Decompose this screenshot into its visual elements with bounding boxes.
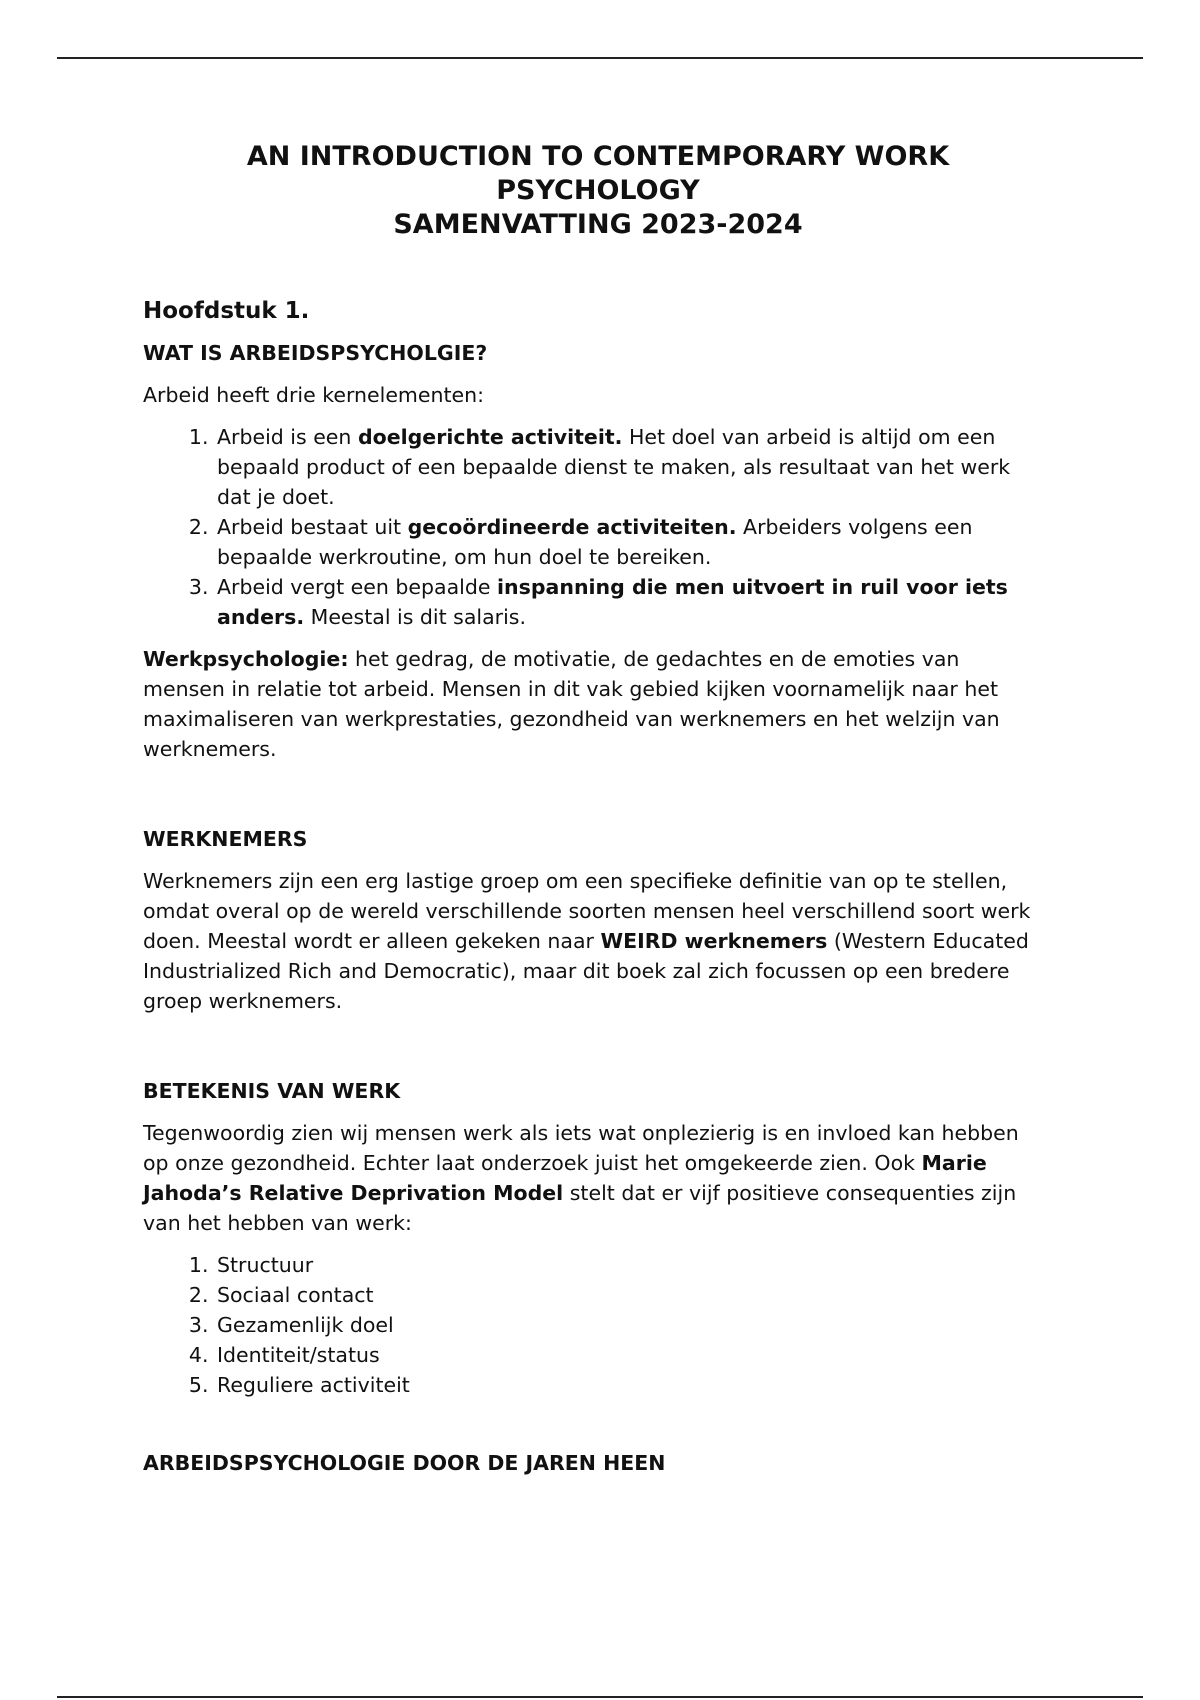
title-line-2: PSYCHOLOGY — [496, 175, 700, 206]
item-text: Arbeid bestaat uit — [217, 515, 408, 539]
definition-paragraph — [143, 644, 1043, 764]
header-rule — [57, 57, 1143, 59]
list-item: 1. Structuur — [215, 1250, 1043, 1280]
werknemers-paragraph — [143, 866, 1043, 1016]
item-bold: doelgerichte activiteit. — [357, 425, 623, 449]
list-item: 5. Reguliere activiteit — [215, 1370, 1043, 1400]
chapter-heading: Hoofdstuk 1. — [143, 298, 310, 324]
list-item: 3. Gezamenlijk doel — [215, 1310, 1043, 1340]
title-line-1: AN INTRODUCTION TO CONTEMPORARY WORK — [246, 141, 950, 172]
item-text: Arbeid vergt een bepaalde — [217, 575, 498, 599]
section-heading-werknemers: WERKNEMERS — [143, 827, 308, 851]
document-title — [143, 140, 1053, 242]
list-item — [215, 512, 1043, 572]
paragraph-text: stelt dat er vijf positieve consequenties zijn van het hebben van werk: — [143, 1181, 1017, 1235]
section-heading-betekenis: BETEKENIS VAN WERK — [143, 1079, 401, 1103]
betekenis-paragraph — [143, 1118, 1043, 1238]
item-text: Meestal is dit salaris. — [304, 605, 527, 629]
consequences-list — [143, 1250, 1043, 1400]
paragraph-text: Werknemers zijn een erg lastige groep om een specifieke definitie van op te stellen, omdat overal op de wereld verschillende soorten mensen heel verschillend soort werk doen. Meestal wordt er alleen gekeken naar — [143, 869, 1031, 953]
list-item — [215, 572, 1043, 632]
document-body — [143, 140, 1043, 1490]
item-text: Het doel van arbeid is altijd om een bepaald product of een bepaalde dienst te maken, als resultaat van het werk dat je doet. — [217, 425, 1011, 509]
core-elements-list — [143, 422, 1043, 632]
definition-term: Werkpsychologie: — [143, 647, 349, 671]
title-line-3: SAMENVATTING 2023-2024 — [393, 209, 803, 240]
item-text: Arbeid is een — [217, 425, 358, 449]
section-heading-arbeidspsychologie: WAT IS ARBEIDSPSYCHOLGIE? — [143, 341, 488, 365]
item-bold: gecoördineerde activiteiten. — [407, 515, 737, 539]
definition-text: het gedrag, de motivatie, de gedachtes en de emoties van mensen in relatie tot arbeid. Mensen in dit vak gebied kijken voornamelijk naar het maximaliseren van werkprestaties, gezondheid van werknemers en het welzijn van werknemers. — [143, 647, 1000, 761]
footer-rule — [57, 1696, 1143, 1698]
item-bold: inspanning die men uitvoert in ruil voor iets anders. — [217, 575, 1008, 629]
list-item: 2. Sociaal contact — [215, 1280, 1043, 1310]
paragraph-bold: WEIRD werknemers — [600, 929, 828, 953]
list-item: 4. Identiteit/status — [215, 1340, 1043, 1370]
paragraph-text: Tegenwoordig zien wij mensen werk als iets wat onplezierig is en invloed kan hebben op onze gezondheid. Echter laat onderzoek juist het omgekeerde zien. Ook — [143, 1121, 1019, 1175]
paragraph-bold: Marie Jahoda’s Relative Deprivation Model — [143, 1151, 987, 1205]
intro-paragraph: Arbeid heeft drie kernelementen: — [143, 383, 485, 407]
paragraph-text: (Western Educated Industrialized Rich and Democratic), maar dit boek zal zich focussen op een bredere groep werknemers. — [143, 929, 1029, 1013]
item-text: Arbeiders volgens een bepaalde werkroutine, om hun doel te bereiken. — [217, 515, 973, 569]
list-item — [215, 422, 1043, 512]
section-heading-door-de-jaren: ARBEIDSPSYCHOLOGIE DOOR DE JAREN HEEN — [143, 1451, 666, 1475]
